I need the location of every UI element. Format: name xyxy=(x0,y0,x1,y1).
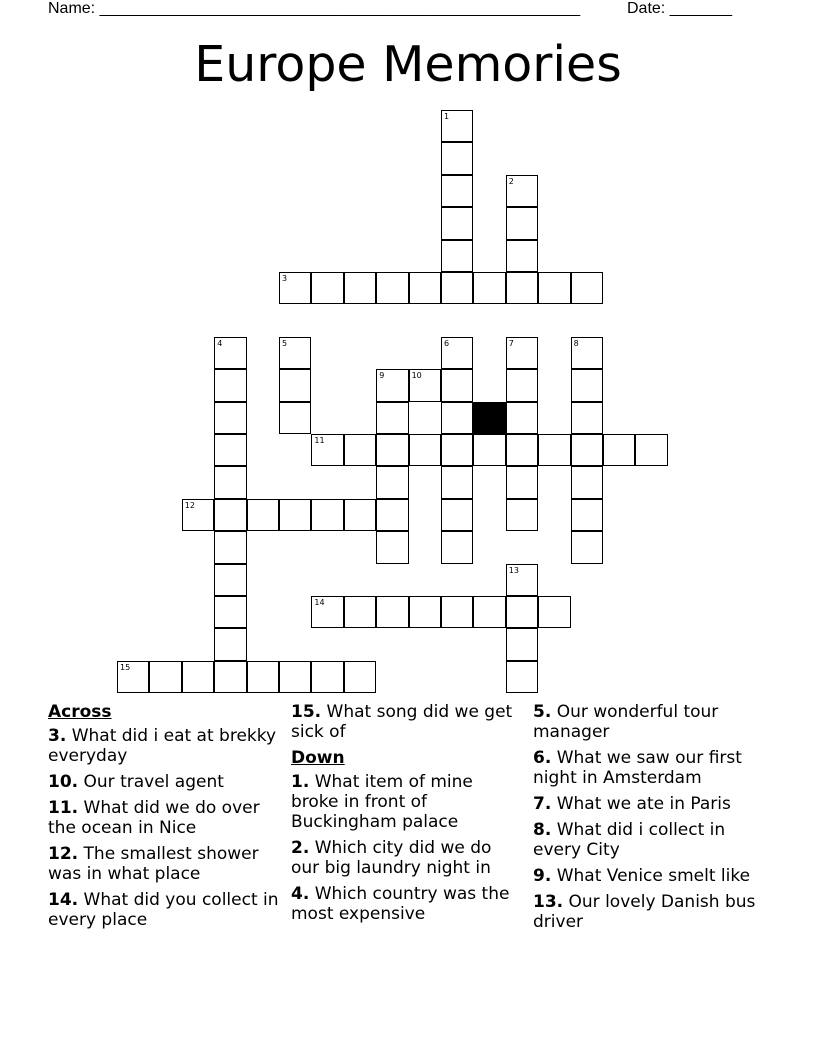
clue-number: 8 xyxy=(573,338,579,348)
grid-cell[interactable] xyxy=(441,531,473,563)
grid-cell[interactable] xyxy=(571,434,603,466)
grid-cell[interactable] xyxy=(376,272,408,304)
grid-cell[interactable] xyxy=(214,564,246,596)
grid-cell[interactable] xyxy=(376,499,408,531)
grid-cell[interactable] xyxy=(441,142,473,174)
clue-number: 12 xyxy=(184,500,195,510)
clue-number: 2 xyxy=(508,176,514,186)
across-clue-list xyxy=(48,726,280,930)
clues-column-1 xyxy=(48,702,280,936)
grid-cell[interactable] xyxy=(635,434,667,466)
name-field-label[interactable]: Name: ______________________________________________________ xyxy=(48,0,581,17)
grid-cell[interactable] xyxy=(506,596,538,628)
grid-cell[interactable] xyxy=(182,499,214,531)
grid-cell[interactable] xyxy=(409,434,441,466)
clue-item: 4. Which country was the most expensive xyxy=(291,884,510,924)
grid-cell[interactable] xyxy=(409,369,441,401)
grid-cell[interactable] xyxy=(473,272,505,304)
grid-cell[interactable] xyxy=(571,272,603,304)
grid-cell[interactable] xyxy=(247,661,279,693)
grid-cell[interactable] xyxy=(311,434,343,466)
grid-cell[interactable] xyxy=(571,369,603,401)
date-field-label[interactable]: Date: _______ xyxy=(627,0,732,17)
grid-cell[interactable] xyxy=(441,434,473,466)
grid-cell[interactable] xyxy=(506,434,538,466)
grid-cell[interactable] xyxy=(538,596,570,628)
grid-cell[interactable] xyxy=(279,499,311,531)
grid-cell[interactable] xyxy=(571,499,603,531)
grid-cell[interactable] xyxy=(441,175,473,207)
grid-cell[interactable] xyxy=(571,531,603,563)
page-title: Europe Memories xyxy=(194,36,622,93)
grid-cell[interactable] xyxy=(344,272,376,304)
grid-cell[interactable] xyxy=(409,272,441,304)
clue-number: 1 xyxy=(444,112,450,121)
grid-cell[interactable] xyxy=(473,596,505,628)
grid-cell[interactable] xyxy=(506,272,538,304)
grid-cell[interactable] xyxy=(376,466,408,498)
grid-cell[interactable] xyxy=(376,596,408,628)
grid-cell[interactable] xyxy=(376,369,408,401)
down-clue-list xyxy=(291,772,523,924)
clue-number: 11 xyxy=(314,436,325,445)
clue-number: 10 xyxy=(411,371,422,381)
grid-cell[interactable] xyxy=(538,272,570,304)
grid-cell[interactable] xyxy=(344,661,376,693)
grid-cell[interactable] xyxy=(214,628,246,660)
grid-cell[interactable] xyxy=(344,596,376,628)
clues-column-2 xyxy=(291,702,523,930)
grid-cell[interactable] xyxy=(506,240,538,272)
grid-cell[interactable] xyxy=(214,499,246,531)
clue-number: 7 xyxy=(508,338,514,348)
grid-cell[interactable] xyxy=(441,337,473,369)
down-clue-list-continued xyxy=(533,702,765,932)
grid-cell[interactable] xyxy=(506,369,538,401)
grid-cell[interactable] xyxy=(279,661,311,693)
grid-cell[interactable] xyxy=(603,434,635,466)
grid-cell[interactable] xyxy=(506,402,538,434)
grid-cell[interactable] xyxy=(441,499,473,531)
grid-cell[interactable] xyxy=(279,369,311,401)
clue-item: 6. What we saw our first night in Amsterdam xyxy=(533,748,742,788)
grid-cell[interactable] xyxy=(441,596,473,628)
clue-item: 11. What did we do over the ocean in Nice xyxy=(48,798,260,838)
clue-item: 12. The smallest shower was in what place xyxy=(48,844,259,884)
clues-column-3 xyxy=(533,702,765,938)
grid-cell[interactable] xyxy=(214,402,246,434)
grid-cell[interactable] xyxy=(311,661,343,693)
grid-cell[interactable] xyxy=(344,434,376,466)
clue-item: 2. Which city did we do our big laundry night in xyxy=(291,838,492,878)
clue-item: 9. What Venice smelt like xyxy=(533,866,751,886)
grid-cell[interactable] xyxy=(279,402,311,434)
clue-number: 9 xyxy=(379,371,385,381)
grid-cell[interactable] xyxy=(506,499,538,531)
grid-cell[interactable] xyxy=(506,564,538,596)
grid-cell[interactable] xyxy=(376,531,408,563)
grid-cell[interactable] xyxy=(506,628,538,660)
clue-item: 10. Our travel agent xyxy=(48,772,224,792)
grid-cell[interactable] xyxy=(441,207,473,239)
clue-number: 14 xyxy=(314,598,325,607)
grid-cell[interactable] xyxy=(117,661,149,693)
clue-number: 5 xyxy=(282,338,288,348)
clue-item: 7. What we ate in Paris xyxy=(533,794,731,814)
grid-cell[interactable] xyxy=(538,434,570,466)
clue-item: 13. Our lovely Danish bus driver xyxy=(533,892,756,932)
grid-cell[interactable] xyxy=(214,369,246,401)
grid-cell[interactable] xyxy=(214,337,246,369)
grid-cell[interactable] xyxy=(279,272,311,304)
grid-cell[interactable] xyxy=(441,272,473,304)
grid-cell[interactable] xyxy=(214,596,246,628)
clue-item: 15. What song did we get sick of xyxy=(291,702,513,742)
grid-cell[interactable] xyxy=(214,466,246,498)
grid-cell[interactable] xyxy=(506,175,538,207)
grid-cell[interactable] xyxy=(506,466,538,498)
across-heading: Across xyxy=(48,702,112,722)
grid-cell[interactable] xyxy=(571,402,603,434)
grid-cell[interactable] xyxy=(473,434,505,466)
grid-cell[interactable] xyxy=(279,337,311,369)
grid-cell[interactable] xyxy=(182,661,214,693)
grid-cell[interactable] xyxy=(441,466,473,498)
black-cell xyxy=(473,402,505,434)
clue-number: 6 xyxy=(444,338,450,348)
clue-item: 5. Our wonderful tour manager xyxy=(533,702,719,742)
grid-cell[interactable] xyxy=(571,466,603,498)
grid-cell[interactable] xyxy=(344,499,376,531)
grid-cell[interactable] xyxy=(214,531,246,563)
grid-cell[interactable] xyxy=(441,369,473,401)
clue-item: 14. What did you collect in every place xyxy=(48,890,279,930)
clue-item: 3. What did i eat at brekky everyday xyxy=(48,726,277,766)
grid-cell[interactable] xyxy=(311,499,343,531)
clue-item: 1. What item of mine broke in front of Buckingham palace xyxy=(291,772,473,832)
clue-number: 13 xyxy=(508,565,519,575)
grid-cell[interactable] xyxy=(214,434,246,466)
clue-number: 15 xyxy=(120,662,131,672)
clue-item: 8. What did i collect in every City xyxy=(533,820,726,860)
grid-cell[interactable] xyxy=(311,596,343,628)
grid-cell[interactable] xyxy=(409,596,441,628)
grid-cell[interactable] xyxy=(571,337,603,369)
grid-cell[interactable] xyxy=(506,661,538,693)
grid-cell[interactable] xyxy=(376,402,408,434)
grid-cell[interactable] xyxy=(441,402,473,434)
grid-cell[interactable] xyxy=(149,661,181,693)
grid-cell[interactable] xyxy=(441,110,473,142)
grid-cell[interactable] xyxy=(247,499,279,531)
grid-cell[interactable] xyxy=(214,661,246,693)
grid-cell[interactable] xyxy=(506,207,538,239)
grid-cell[interactable] xyxy=(441,240,473,272)
grid-cell[interactable] xyxy=(506,337,538,369)
clue-number: 3 xyxy=(282,274,288,283)
grid-cell[interactable] xyxy=(311,272,343,304)
down-heading: Down xyxy=(291,748,345,768)
clue-number: 4 xyxy=(217,338,223,348)
grid-cell[interactable] xyxy=(376,434,408,466)
